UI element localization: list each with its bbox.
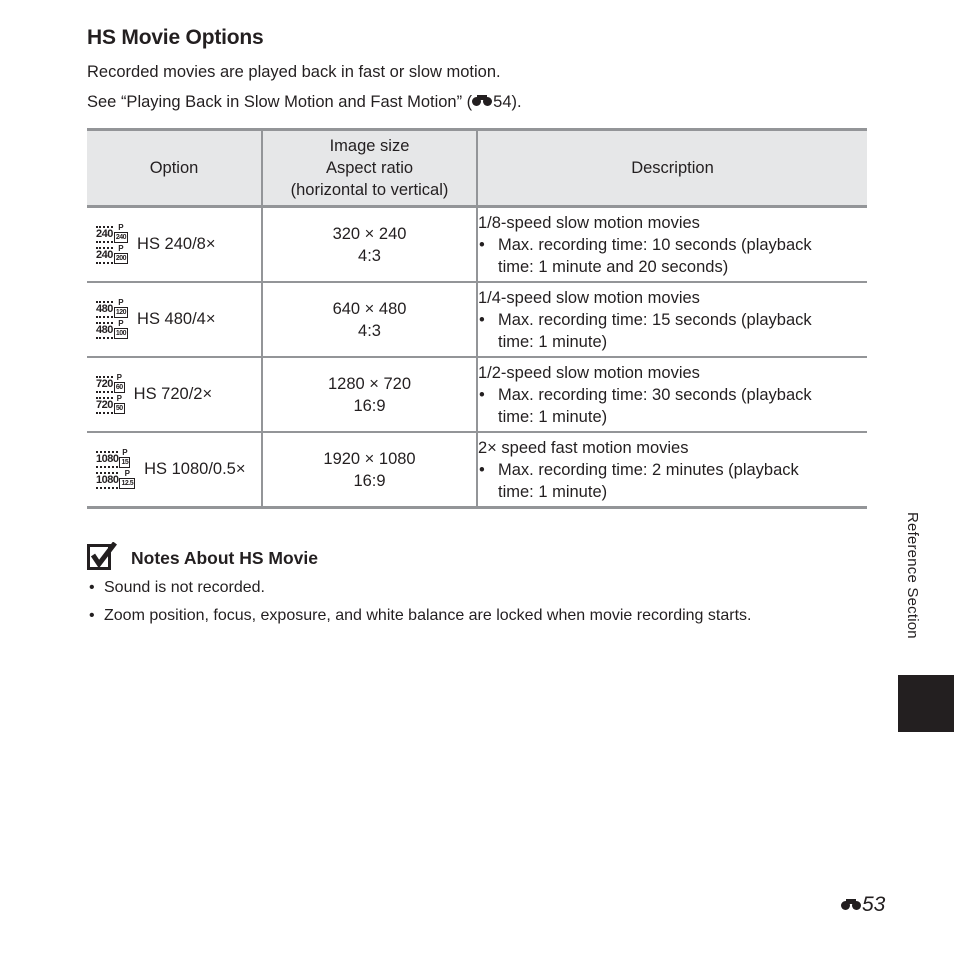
description-bullet: • Max. recording time: 15 seconds (playback time: 1 minute) [479, 310, 812, 351]
section-tab-label: Reference Section [904, 512, 921, 639]
image-size: 1280 × 720 [327, 374, 412, 393]
description-bullet: • Max. recording time: 10 seconds (playback time: 1 minute and 20 seconds) [479, 235, 812, 276]
image-size-cell [262, 282, 477, 357]
image-size-cell [262, 432, 477, 508]
movie-mode-icon: 480 P 100 [96, 319, 127, 337]
notes-title: Notes About HS Movie [131, 548, 318, 568]
note-item: • Sound is not recorded. [89, 579, 265, 596]
table-row [87, 207, 867, 283]
option-label: HS 1080/0.5× [144, 460, 246, 478]
option-cell [87, 282, 262, 357]
table-header-row [87, 130, 867, 207]
hs-movie-options-table [87, 128, 867, 509]
aspect-ratio: 16:9 [353, 471, 386, 490]
movie-mode-icon: 480 P 120 [96, 298, 127, 316]
option-cell [87, 207, 262, 283]
movie-mode-icon: 720 P 60 [96, 373, 123, 391]
aspect-ratio: 4:3 [358, 246, 381, 265]
option-cell [87, 357, 262, 432]
description-bullet: • Max. recording time: 2 minutes (playback time: 1 minute) [479, 460, 799, 501]
image-size: 640 × 480 [332, 299, 407, 318]
image-size-cell [262, 357, 477, 432]
image-size: 1920 × 1080 [323, 449, 416, 468]
page-title: HS Movie Options [87, 26, 264, 49]
header-image-size: Image size Aspect ratio (horizontal to vertical) [262, 130, 477, 207]
aspect-ratio: 16:9 [353, 396, 386, 415]
option-label: HS 720/2× [133, 385, 213, 403]
header-description: Description [477, 130, 867, 207]
table-row [87, 282, 867, 357]
option-cell [87, 432, 262, 508]
reference-book-icon [472, 95, 492, 108]
movie-mode-icon: 240 P 240 [96, 223, 127, 241]
check-mark-icon [87, 542, 117, 571]
table-row [87, 357, 867, 432]
note-item: • Zoom position, focus, exposure, and white balance are locked when movie recording starts. [89, 607, 752, 624]
image-size-cell [262, 207, 477, 283]
description-cell [477, 432, 867, 508]
reference-book-icon [841, 899, 861, 912]
aspect-ratio: 4:3 [358, 321, 381, 340]
option-label: HS 240/8× [137, 235, 216, 253]
notes-heading [87, 542, 318, 571]
movie-mode-icon: 720 P 50 [96, 394, 123, 412]
page-number: 53 [841, 893, 885, 917]
movie-mode-icon: 1080 P 12.5 [96, 469, 134, 487]
cross-reference: See “Playing Back in Slow Motion and Fast Motion” ( 54). [87, 93, 522, 111]
description-text: 2× speed fast motion movies [478, 438, 689, 457]
intro-text: Recorded movies are played back in fast or slow motion. [87, 63, 501, 81]
image-size: 320 × 240 [332, 224, 407, 243]
cross-reference-page[interactable]: 54 [493, 93, 512, 111]
header-option: Option [87, 130, 262, 207]
table-row [87, 432, 867, 508]
description-cell [477, 207, 867, 283]
description-cell [477, 282, 867, 357]
movie-mode-icon: 1080 P 15 [96, 448, 129, 466]
description-text: 1/4-speed slow motion movies [478, 288, 700, 307]
cross-reference-text: See “Playing Back in Slow Motion and Fast Motion” ( [87, 93, 473, 111]
option-label: HS 480/4× [137, 310, 216, 328]
description-text: 1/8-speed slow motion movies [478, 213, 700, 232]
movie-mode-icon: 240 P 200 [96, 244, 127, 262]
description-text: 1/2-speed slow motion movies [478, 363, 700, 382]
description-cell [477, 357, 867, 432]
description-bullet: • Max. recording time: 30 seconds (playback time: 1 minute) [479, 385, 812, 426]
section-tab-marker [898, 675, 954, 732]
